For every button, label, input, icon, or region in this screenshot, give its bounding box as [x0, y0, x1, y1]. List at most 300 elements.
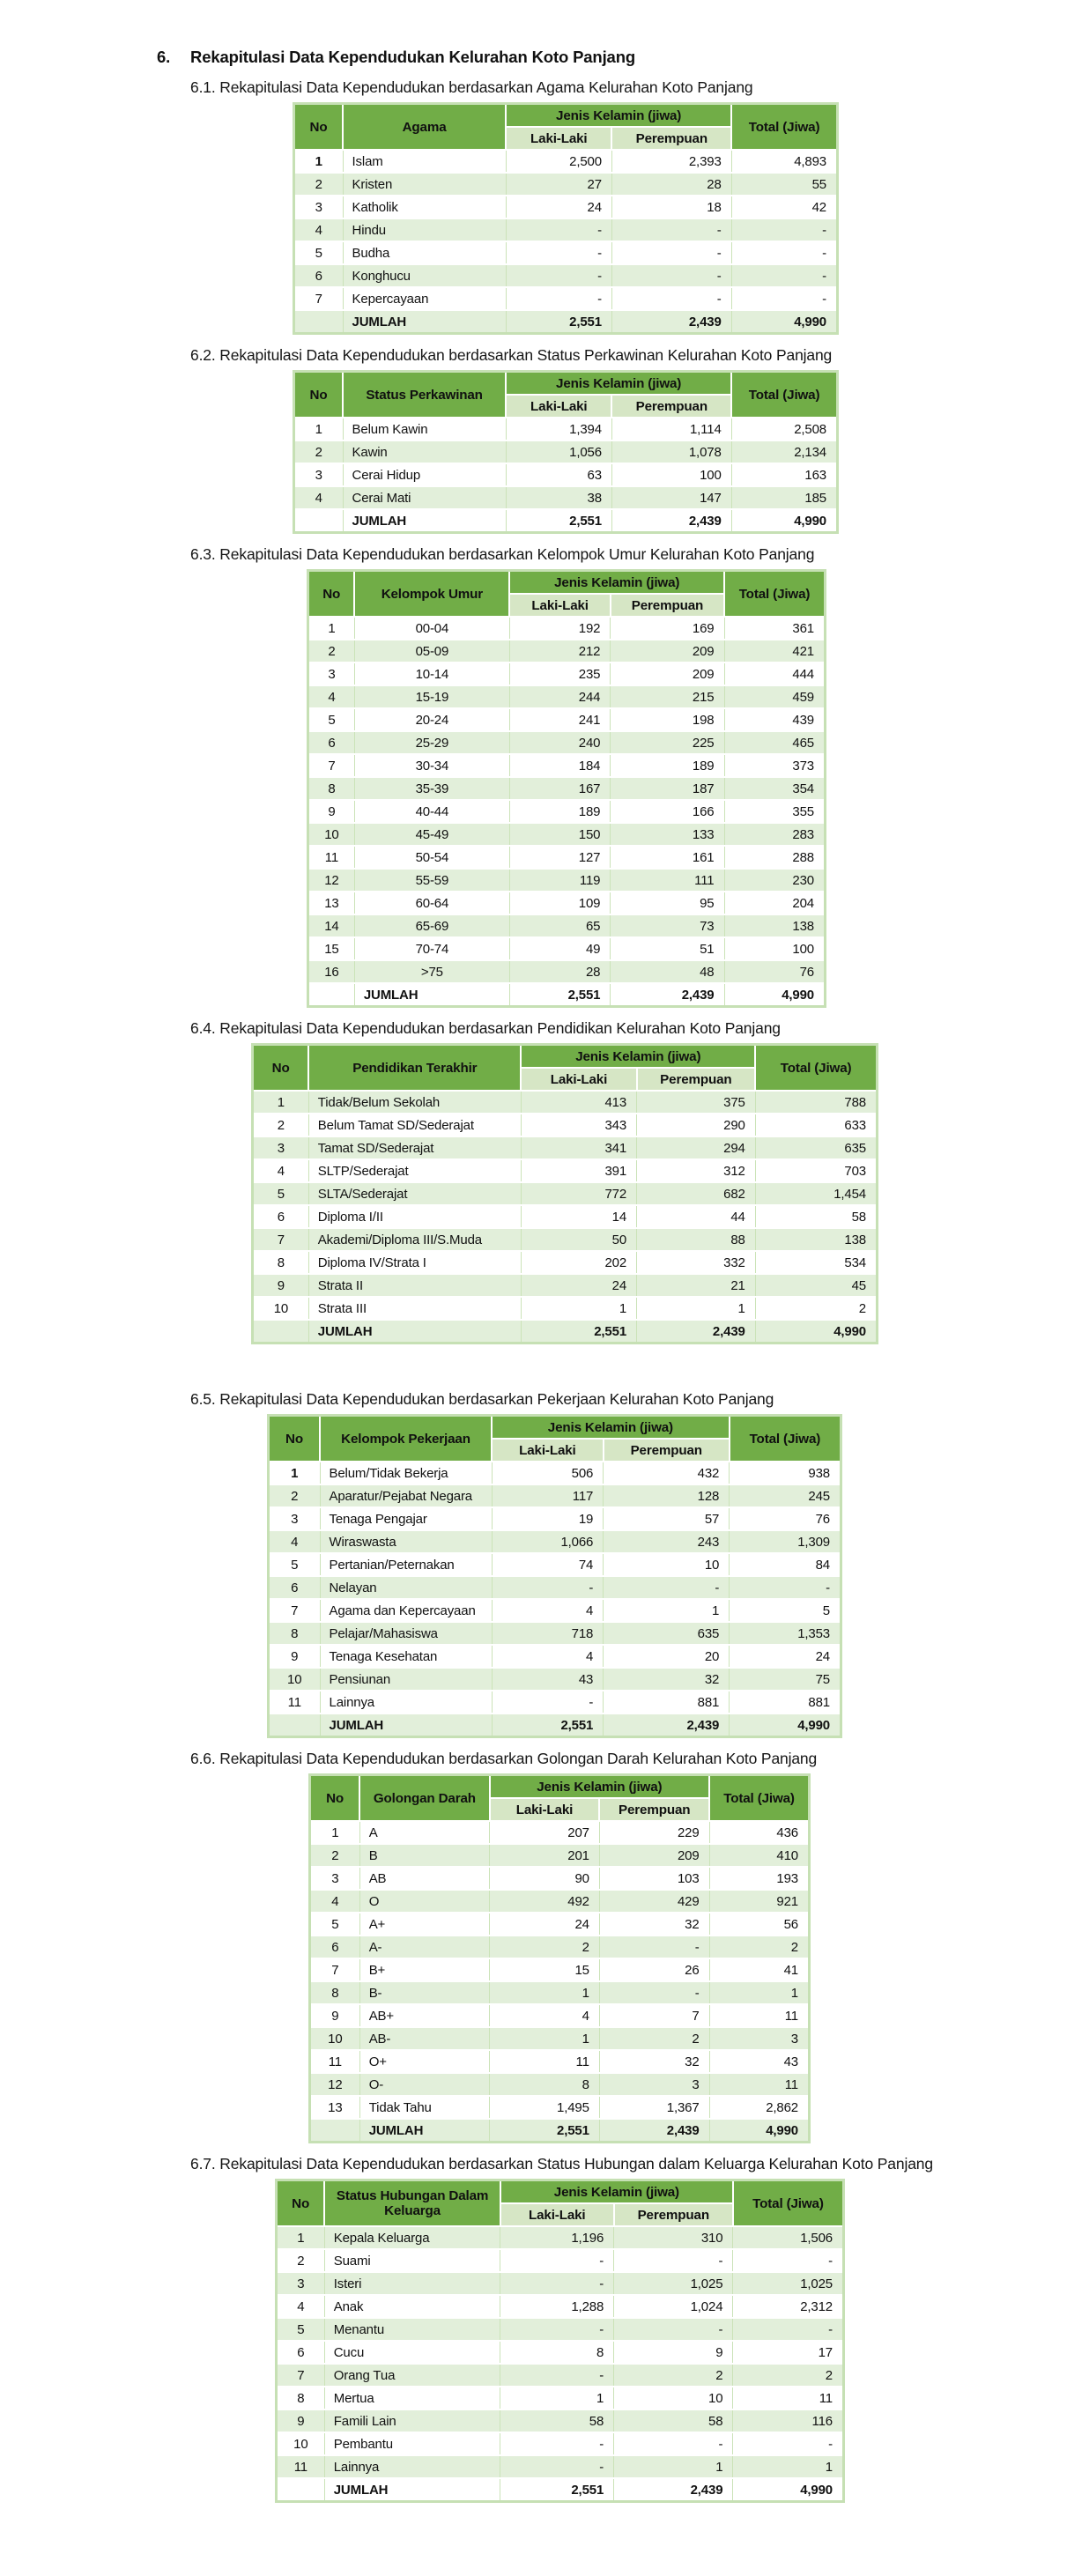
column-header-category: Kelompok Umur [354, 571, 509, 618]
cell-perempuan: - [599, 1981, 709, 2004]
cell-category: Famili Lain [324, 2409, 500, 2432]
cell-total: 355 [724, 800, 826, 823]
cell-perempuan: 1 [614, 2455, 733, 2478]
cell-total: - [731, 218, 837, 241]
table-row [277, 2318, 844, 2341]
table-row [269, 1668, 841, 1691]
column-header-perempuan: Perempuan [637, 1068, 756, 1091]
column-header-category: Agama [343, 104, 506, 151]
cell-total: 3 [709, 2027, 809, 2050]
jumlah-perempuan: 2,439 [604, 1714, 730, 1737]
cell-laki-laki: 189 [509, 800, 610, 823]
cell-total: 1,025 [733, 2272, 844, 2295]
cell-laki-laki: 49 [509, 937, 610, 960]
column-header-jenis-kelamin: Jenis Kelamin (jiwa) [500, 2180, 733, 2204]
data-table [308, 1773, 811, 2143]
section-6-7 [0, 2155, 1089, 2503]
cell-no [277, 2478, 325, 2502]
cell-total: 633 [755, 1114, 877, 1136]
column-header-no: No [269, 1416, 321, 1462]
cell-category: 15-19 [354, 685, 509, 708]
cell-category: Menantu [324, 2318, 500, 2341]
column-header-no: No [310, 1775, 360, 1822]
cell-total: 5 [730, 1599, 841, 1622]
cell-perempuan: 18 [611, 196, 731, 218]
cell-total: 11 [709, 2004, 809, 2027]
cell-total: 2 [733, 2364, 844, 2387]
cell-total: 439 [724, 708, 826, 731]
cell-category: Hindu [343, 218, 506, 241]
section-6-2 [0, 346, 1089, 534]
table-row [308, 846, 826, 869]
cell-category: 65-69 [354, 914, 509, 937]
cell-total: 1,454 [755, 1182, 877, 1205]
cell-total: 444 [724, 663, 826, 685]
table-row [277, 2364, 844, 2387]
cell-no: 6 [294, 264, 344, 287]
cell-no: 9 [310, 2004, 360, 2027]
cell-perempuan: 26 [599, 1958, 709, 1981]
cell-perempuan: 88 [637, 1228, 756, 1251]
table-row [294, 196, 838, 218]
cell-no: 14 [308, 914, 355, 937]
jumlah-laki-laki: 2,551 [506, 310, 611, 334]
section-title: 6.7. Rekapitulasi Data Kependudukan berdasarkan Status Hubungan dalam Keluarga Kelurahan Koto Panjang [190, 2155, 933, 2173]
cell-no: 7 [294, 287, 344, 310]
cell-category: AB [359, 1867, 489, 1890]
cell-category: AB+ [359, 2004, 489, 2027]
jumlah-laki-laki: 2,551 [490, 2119, 600, 2143]
cell-category: >75 [354, 960, 509, 983]
cell-total: 43 [709, 2050, 809, 2073]
table-row [253, 1228, 878, 1251]
main-heading [157, 48, 1089, 67]
column-header-jenis-kelamin: Jenis Kelamin (jiwa) [509, 571, 724, 595]
cell-total: 230 [724, 869, 826, 892]
cell-perempuan: 3 [599, 2073, 709, 2096]
cell-laki-laki: 184 [509, 754, 610, 777]
cell-laki-laki: 202 [521, 1251, 636, 1274]
jumlah-perempuan: 2,439 [637, 1320, 756, 1344]
cell-category: SLTA/Sederajat [308, 1182, 521, 1205]
cell-laki-laki: 119 [509, 869, 610, 892]
cell-perempuan: 161 [611, 846, 724, 869]
table-row [277, 2387, 844, 2409]
cell-no [310, 2119, 360, 2143]
page-title: Rekapitulasi Data Kependudukan Kelurahan Koto Panjang [190, 48, 636, 66]
cell-laki-laki: 38 [506, 486, 611, 509]
table-row [294, 173, 838, 196]
section-title: 6.1. Rekapitulasi Data Kependudukan berdasarkan Agama Kelurahan Koto Panjang [190, 78, 753, 96]
jumlah-laki-laki: 2,551 [521, 1320, 636, 1344]
column-header-category: Golongan Darah [359, 1775, 489, 1822]
cell-category: Tamat SD/Sederajat [308, 1136, 521, 1159]
cell-perempuan: - [611, 287, 731, 310]
cell-laki-laki: 14 [521, 1205, 636, 1228]
cell-no: 6 [310, 1936, 360, 1958]
cell-total: 185 [731, 486, 837, 509]
table-row [277, 2226, 844, 2249]
cell-no: 11 [310, 2050, 360, 2073]
cell-laki-laki: 1,394 [506, 418, 611, 440]
cell-laki-laki: 24 [521, 1274, 636, 1297]
cell-total: - [731, 287, 837, 310]
table-row [277, 2432, 844, 2455]
cell-category: Nelayan [320, 1576, 492, 1599]
column-header-category: Kelompok Pekerjaan [320, 1416, 492, 1462]
cell-no: 2 [294, 440, 344, 463]
cell-no: 7 [253, 1228, 309, 1251]
table-row [310, 1890, 810, 1913]
cell-total: 41 [709, 1958, 809, 1981]
cell-laki-laki: 492 [490, 1890, 600, 1913]
cell-no: 5 [310, 1913, 360, 1936]
cell-category: 45-49 [354, 823, 509, 846]
table-row [310, 1981, 810, 2004]
cell-category: 50-54 [354, 846, 509, 869]
table-row [308, 685, 826, 708]
table-row [294, 264, 838, 287]
jumlah-total: 4,990 [731, 509, 837, 533]
cell-perempuan: 103 [599, 1867, 709, 1890]
data-table [275, 2179, 845, 2503]
cell-no: 1 [310, 1821, 360, 1844]
cell-laki-laki: 240 [509, 731, 610, 754]
cell-category: 20-24 [354, 708, 509, 731]
cell-total: 283 [724, 823, 826, 846]
jumlah-row [294, 310, 838, 334]
cell-laki-laki: 167 [509, 777, 610, 800]
cell-laki-laki: 506 [492, 1462, 604, 1484]
cell-laki-laki: - [492, 1691, 604, 1714]
cell-laki-laki: 235 [509, 663, 610, 685]
cell-total: 635 [755, 1136, 877, 1159]
cell-no: 6 [253, 1205, 309, 1228]
jumlah-perempuan: 2,439 [611, 983, 724, 1007]
table-row [277, 2249, 844, 2272]
cell-perempuan: 189 [611, 754, 724, 777]
header-row [294, 104, 838, 128]
cell-category: Kepala Keluarga [324, 2226, 500, 2249]
cell-category: B- [359, 1981, 489, 2004]
cell-perempuan: - [611, 264, 731, 287]
cell-laki-laki: - [500, 2249, 614, 2272]
cell-total: - [733, 2249, 844, 2272]
cell-total: 11 [733, 2387, 844, 2409]
cell-laki-laki: 192 [509, 617, 610, 640]
cell-total: - [733, 2432, 844, 2455]
cell-laki-laki: 8 [490, 2073, 600, 2096]
cell-category: A [359, 1821, 489, 1844]
table-row [308, 640, 826, 663]
cell-no: 8 [269, 1622, 321, 1645]
cell-category: O- [359, 2073, 489, 2096]
column-header-no: No [294, 372, 344, 418]
jumlah-perempuan: 2,439 [599, 2119, 709, 2143]
column-header-category: Pendidikan Terakhir [308, 1045, 521, 1092]
cell-laki-laki: 58 [500, 2409, 614, 2432]
table-row [269, 1530, 841, 1553]
cell-laki-laki: 772 [521, 1182, 636, 1205]
table-row [253, 1182, 878, 1205]
cell-no: 11 [269, 1691, 321, 1714]
cell-category: 35-39 [354, 777, 509, 800]
table-row [308, 960, 826, 983]
cell-total: 58 [755, 1205, 877, 1228]
jumlah-laki-laki: 2,551 [509, 983, 610, 1007]
column-header-jenis-kelamin: Jenis Kelamin (jiwa) [492, 1416, 730, 1440]
cell-category: Pembantu [324, 2432, 500, 2455]
jumlah-label: JUMLAH [359, 2119, 489, 2143]
cell-no: 1 [269, 1462, 321, 1484]
cell-perempuan: 32 [604, 1668, 730, 1691]
cell-perempuan: 100 [611, 463, 731, 486]
table-row [310, 1913, 810, 1936]
cell-perempuan: 169 [611, 617, 724, 640]
cell-no: 9 [277, 2409, 325, 2432]
cell-laki-laki: - [500, 2318, 614, 2341]
table-row [294, 486, 838, 509]
cell-total: 138 [755, 1228, 877, 1251]
cell-no: 10 [308, 823, 355, 846]
cell-category: Mertua [324, 2387, 500, 2409]
data-table [293, 102, 839, 335]
cell-category: AB- [359, 2027, 489, 2050]
cell-laki-laki: 117 [492, 1484, 604, 1507]
cell-no: 9 [308, 800, 355, 823]
cell-category: Orang Tua [324, 2364, 500, 2387]
cell-total: 56 [709, 1913, 809, 1936]
cell-category: Wiraswasta [320, 1530, 492, 1553]
section-6-5 [0, 1390, 1089, 1738]
table-row [310, 2027, 810, 2050]
jumlah-total: 4,990 [730, 1714, 841, 1737]
cell-laki-laki: 391 [521, 1159, 636, 1182]
cell-no [308, 983, 355, 1007]
cell-total: 55 [731, 173, 837, 196]
column-header-no: No [308, 571, 355, 618]
section-title: 6.5. Rekapitulasi Data Kependudukan berdasarkan Pekerjaan Kelurahan Koto Panjang [190, 1390, 774, 1408]
cell-laki-laki: 15 [490, 1958, 600, 1981]
cell-category: Katholik [343, 196, 506, 218]
cell-total: 2,862 [709, 2096, 809, 2119]
table-row [308, 731, 826, 754]
cell-no: 3 [269, 1507, 321, 1530]
cell-perempuan: 51 [611, 937, 724, 960]
jumlah-row [277, 2478, 844, 2502]
cell-no: 5 [269, 1553, 321, 1576]
cell-perempuan: - [614, 2432, 733, 2455]
cell-total: 24 [730, 1645, 841, 1668]
cell-category: Konghucu [343, 264, 506, 287]
cell-no: 5 [277, 2318, 325, 2341]
cell-perempuan: 32 [599, 2050, 709, 2073]
cell-no: 8 [253, 1251, 309, 1274]
cell-perempuan: 198 [611, 708, 724, 731]
section-title: 6.6. Rekapitulasi Data Kependudukan berdasarkan Golongan Darah Kelurahan Koto Panjang [190, 1750, 818, 1767]
cell-no: 1 [277, 2226, 325, 2249]
cell-no [269, 1714, 321, 1737]
cell-laki-laki: 63 [506, 463, 611, 486]
table-row [269, 1553, 841, 1576]
cell-category: 60-64 [354, 892, 509, 914]
jumlah-total: 4,990 [731, 310, 837, 334]
cell-category: 25-29 [354, 731, 509, 754]
jumlah-total: 4,990 [709, 2119, 809, 2143]
cell-laki-laki: 1,495 [490, 2096, 600, 2119]
column-header-laki-laki: Laki-Laki [500, 2203, 614, 2226]
cell-perempuan: 21 [637, 1274, 756, 1297]
cell-category: A+ [359, 1913, 489, 1936]
cell-laki-laki: 341 [521, 1136, 636, 1159]
cell-laki-laki: 74 [492, 1553, 604, 1576]
cell-total: 75 [730, 1668, 841, 1691]
cell-laki-laki: - [506, 241, 611, 264]
cell-no: 5 [253, 1182, 309, 1205]
cell-no: 3 [310, 1867, 360, 1890]
heading-number: 6. [157, 48, 171, 66]
cell-category: 30-34 [354, 754, 509, 777]
jumlah-perempuan: 2,439 [611, 509, 731, 533]
cell-total: 354 [724, 777, 826, 800]
cell-category: Tidak/Belum Sekolah [308, 1091, 521, 1114]
section-6-1 [0, 78, 1089, 335]
table-row [269, 1462, 841, 1484]
cell-perempuan: 312 [637, 1159, 756, 1182]
cell-laki-laki: - [500, 2272, 614, 2295]
cell-perempuan: 95 [611, 892, 724, 914]
cell-category: 70-74 [354, 937, 509, 960]
cell-perempuan: - [604, 1576, 730, 1599]
cell-category: Tenaga Pengajar [320, 1507, 492, 1530]
cell-perempuan: 187 [611, 777, 724, 800]
table-row [310, 2073, 810, 2096]
cell-no: 2 [253, 1114, 309, 1136]
cell-laki-laki: - [506, 264, 611, 287]
cell-total: 116 [733, 2409, 844, 2432]
cell-perempuan: 881 [604, 1691, 730, 1714]
column-header-jenis-kelamin: Jenis Kelamin (jiwa) [506, 104, 731, 128]
cell-laki-laki: 65 [509, 914, 610, 937]
cell-perempuan: 1,025 [614, 2272, 733, 2295]
cell-laki-laki: 28 [509, 960, 610, 983]
cell-total: 881 [730, 1691, 841, 1714]
cell-laki-laki: 150 [509, 823, 610, 846]
cell-laki-laki: 244 [509, 685, 610, 708]
cell-laki-laki: - [500, 2455, 614, 2478]
cell-category: Diploma IV/Strata I [308, 1251, 521, 1274]
cell-laki-laki: 1,066 [492, 1530, 604, 1553]
section-6-4 [0, 1019, 1089, 1344]
cell-no: 11 [308, 846, 355, 869]
table-row [308, 914, 826, 937]
cell-laki-laki: - [492, 1576, 604, 1599]
cell-no [253, 1320, 309, 1344]
cell-no: 7 [269, 1599, 321, 1622]
cell-total: 2,312 [733, 2295, 844, 2318]
table-row [310, 2050, 810, 2073]
cell-perempuan: 225 [611, 731, 724, 754]
cell-category: Belum Kawin [343, 418, 506, 440]
cell-laki-laki: 27 [506, 173, 611, 196]
cell-laki-laki: 241 [509, 708, 610, 731]
section-6-3 [0, 545, 1089, 1008]
cell-total: 2 [709, 1936, 809, 1958]
cell-total: 204 [724, 892, 826, 914]
jumlah-label: JUMLAH [320, 1714, 492, 1737]
cell-perempuan: 229 [599, 1821, 709, 1844]
cell-category: Tidak Tahu [359, 2096, 489, 2119]
cell-total: 1 [709, 1981, 809, 2004]
cell-no: 3 [308, 663, 355, 685]
column-header-category: Status Hubungan Dalam Keluarga [324, 2180, 500, 2227]
column-header-perempuan: Perempuan [611, 594, 724, 617]
cell-category: Kawin [343, 440, 506, 463]
cell-total: 921 [709, 1890, 809, 1913]
cell-laki-laki: - [506, 287, 611, 310]
cell-no [294, 509, 344, 533]
cell-category: Kepercayaan [343, 287, 506, 310]
cell-category: Pelajar/Mahasiswa [320, 1622, 492, 1645]
column-header-total: Total (Jiwa) [731, 104, 837, 151]
cell-category: Budha [343, 241, 506, 264]
cell-no: 13 [308, 892, 355, 914]
table-row [294, 218, 838, 241]
jumlah-total: 4,990 [755, 1320, 877, 1344]
cell-no: 5 [294, 241, 344, 264]
table-row [294, 418, 838, 440]
table-row [308, 617, 826, 640]
cell-no: 3 [294, 463, 344, 486]
column-header-no: No [294, 104, 344, 151]
column-header-laki-laki: Laki-Laki [490, 1798, 600, 1821]
cell-laki-laki: 1 [490, 2027, 600, 2050]
cell-perempuan: 682 [637, 1182, 756, 1205]
cell-total: 2 [755, 1297, 877, 1320]
header-row [269, 1416, 841, 1440]
table-row [277, 2409, 844, 2432]
cell-perempuan: 375 [637, 1091, 756, 1114]
table-row [277, 2341, 844, 2364]
cell-category: Strata III [308, 1297, 521, 1320]
cell-laki-laki: 207 [490, 1821, 600, 1844]
section-title: 6.2. Rekapitulasi Data Kependudukan berdasarkan Status Perkawinan Kelurahan Koto Panjang [190, 346, 833, 364]
cell-perempuan: 635 [604, 1622, 730, 1645]
cell-category: Islam [343, 150, 506, 173]
cell-category: B+ [359, 1958, 489, 1981]
cell-no: 4 [310, 1890, 360, 1913]
cell-perempuan: 28 [611, 173, 731, 196]
cell-perempuan: 128 [604, 1484, 730, 1507]
cell-no: 5 [308, 708, 355, 731]
cell-category: Agama dan Kepercayaan [320, 1599, 492, 1622]
cell-laki-laki: 212 [509, 640, 610, 663]
cell-total: 42 [731, 196, 837, 218]
cell-no: 7 [277, 2364, 325, 2387]
cell-total: 245 [730, 1484, 841, 1507]
cell-no: 6 [308, 731, 355, 754]
jumlah-laki-laki: 2,551 [492, 1714, 604, 1737]
cell-laki-laki: 1 [500, 2387, 614, 2409]
cell-total: - [731, 241, 837, 264]
jumlah-label: JUMLAH [308, 1320, 521, 1344]
cell-no: 15 [308, 937, 355, 960]
cell-total: 11 [709, 2073, 809, 2096]
table-row [308, 800, 826, 823]
column-header-total: Total (Jiwa) [709, 1775, 809, 1822]
cell-perempuan: 209 [611, 640, 724, 663]
cell-perempuan: 147 [611, 486, 731, 509]
